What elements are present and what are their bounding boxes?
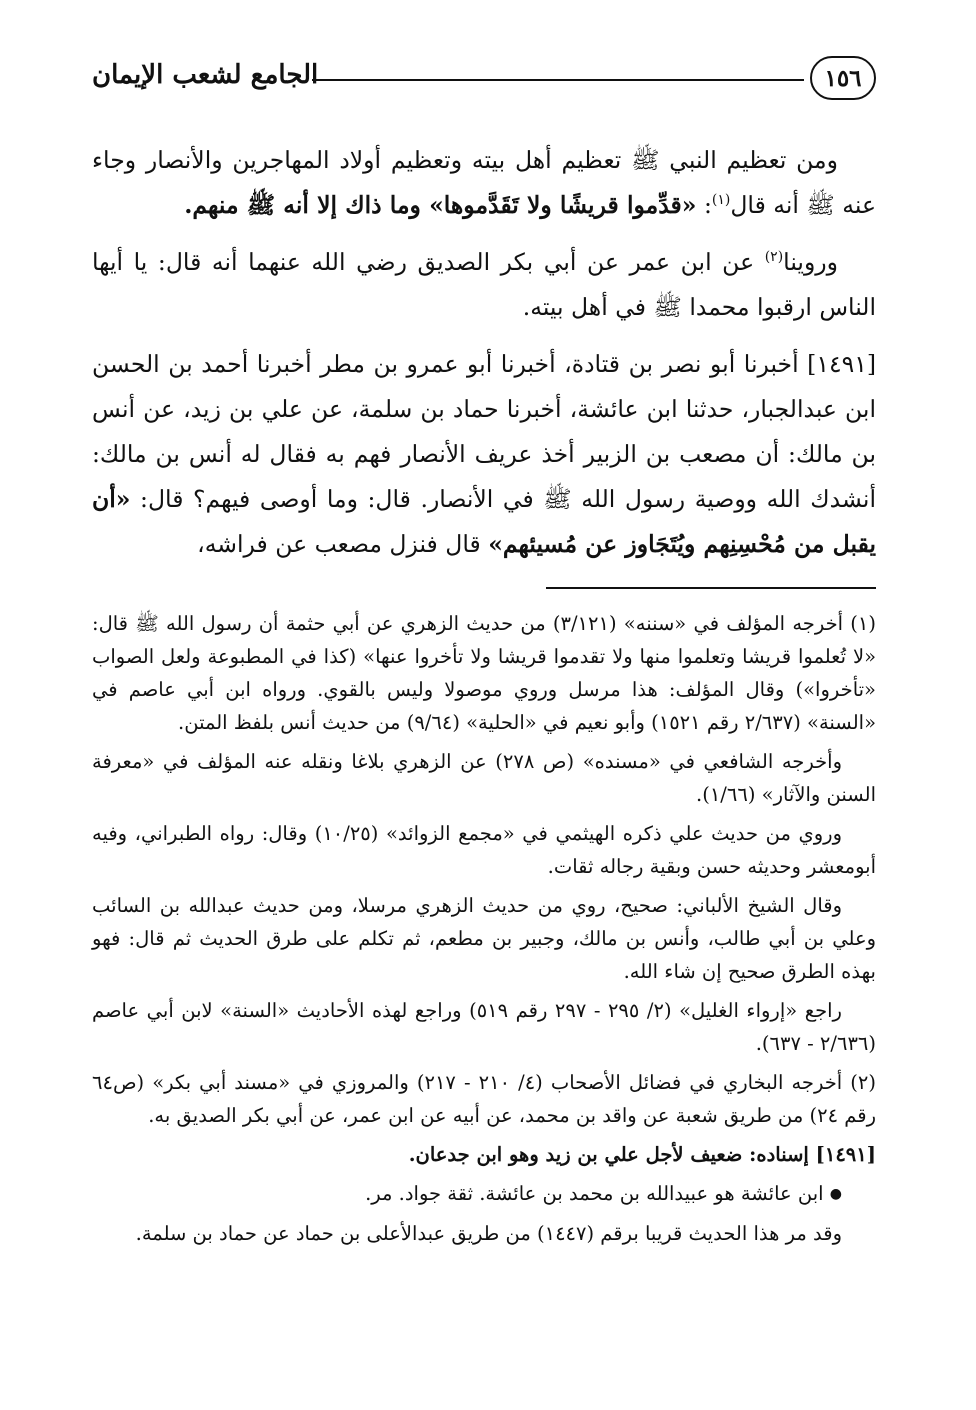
bullet-icon: ● [829, 1186, 842, 1202]
paragraph-2-start: وروينا [783, 248, 838, 276]
footnote-separator [546, 587, 876, 589]
footnote-1-part-5: راجع «إرواء الغليل» (٢/ ٢٩٥ - ٢٩٧ رقم ٥١٩) وراجع لهذه الأحاديث «السنة» لابن أبي عاصم (٢/٦٣٦ - ٦٣٧). [92, 999, 876, 1055]
footnote-ref-2: (٢) [764, 249, 784, 266]
footnote-2: (٢) أخرجه البخاري في فضائل الأصحاب (٤/ ٢١٠ - ٢١٧) والمروزي في «مسند أبي بكر» (ص٦٤ رقم ٢٤) من طريق شعبة عن واقد بن محمد، عن أبيه عن ابن عمر، عن أبي بكر الصديق به. [92, 1071, 876, 1127]
paragraph-3 [92, 342, 876, 567]
header-rule [312, 79, 804, 81]
paragraph-1-quote: «قدِّموا قريشًا ولا تَقَدَّموها» وما ذاك إلا أنه ﷺ منهم. [184, 191, 697, 219]
footnotes [92, 607, 876, 1250]
paragraph-3-end: قال فنزل مصعب عن فراشه، [197, 530, 489, 558]
footnote-1: (١) أخرجه المؤلف في «سننه» (٣/١٢١) من حديث الزهري عن أبي حثمة أن رسول الله ﷺ قال: «لا تُعلموا قريشا وتعلموا منها ولا تقدموا قريشا ولا تأخروا عنها» (كذا في المطبوعة ولعل الصواب «تأخروا») وقال المؤلف: هذا مرسل وروي موصولا وليس بالقوي. ورواه ابن أبي عاصم في «السنة» (٢/٦٣٧ رقم ١٥٢١) وأبو نعيم في «الحلية» (٩/٦٤) من حديث أنس بلفظ المتن. [92, 612, 876, 734]
page-header [92, 52, 876, 104]
book-page [92, 52, 876, 1372]
paragraph-1-separator: : [696, 191, 712, 219]
paragraph-1 [92, 138, 876, 228]
paragraph-2-text: عن ابن عمر عن أبي بكر الصديق رضي الله عنهما أنه قال: يا أيها الناس ارقبوا محمدا ﷺ في أهل بيته. [92, 248, 876, 321]
hadith-number: [١٤٩١] [807, 350, 876, 378]
paragraph-2 [92, 240, 876, 330]
isnad-note-text: ابن عائشة هو عبيدالله بن محمد بن عائشة. ثقة جواد. مر. [365, 1182, 830, 1205]
main-text [92, 138, 876, 567]
paragraph-3-text: أخبرنا أبو نصر بن قتادة، أخبرنا أبو عمرو بن مطر أخبرنا أحمد بن الحسن ابن عبدالجبار، حدثنا ابن عائشة، أخبرنا حماد بن سلمة، عن علي بن زيد، عن أنس بن مالك: أن مصعب بن الزبير أخذ عريف الأنصار فهم به فقال له أنس بن مالك: أنشدك الله ووصية رسول الله ﷺ في الأنصار. قال: وما أوصى فيهم؟ قال: [92, 350, 876, 513]
paragraph-1-text: ومن تعظيم النبي ﷺ تعظيم أهل بيته وتعظيم أولاد المهاجرين والأنصار وجاء عنه ﷺ أنه قال [92, 146, 876, 219]
footnote-1-part-3: وروي من حديث علي ذكره الهيثمي في «مجمع الزوائد» (١٠/٢٥) وقال: رواه الطبراني، وفيه أبومعشر وحديثه حسن وبقية رجاله ثقات. [92, 822, 876, 878]
paragraph-3-quote: «أن يقبل من مُحْسِنِهم ويُتَجَاوز عن مُسيئهم» [92, 485, 876, 558]
isnad-note-cross-reference: وقد مر هذا الحديث قريبا برقم (١٤٤٧) من طريق عبدالأعلى بن حماد عن حماد بن سلمة. [135, 1222, 842, 1245]
running-title: الجامع لشعب الإيمان [92, 60, 319, 90]
footnote-1-part-4: وقال الشيخ الألباني: صحيح، روي من حديث الزهري مرسلا، ومن حديث عبدالله بن السائب وعلي بن أبي طالب، وأنس بن مالك، وجبير بن مطعم، ثم تكلم على طرق الحديث ثم قال: فهو بهذه الطرق صحيح إن شاء الله. [92, 894, 876, 983]
isnad-note-heading: [١٤٩١] إسناده: ضعيف لأجل علي بن زيد وهو ابن جدعان. [408, 1143, 876, 1166]
page-number: ١٥٦ [810, 56, 876, 100]
footnote-1-part-2: وأخرجه الشافعي في «مسنده» (ص ٢٧٨) عن الزهري بلاغا ونقله عنه المؤلف في «معرفة السنن والآثار» (١/٦٦). [92, 750, 876, 806]
footnote-ref-1: (١) [711, 192, 731, 209]
isnad-note-bullet [92, 1177, 876, 1211]
